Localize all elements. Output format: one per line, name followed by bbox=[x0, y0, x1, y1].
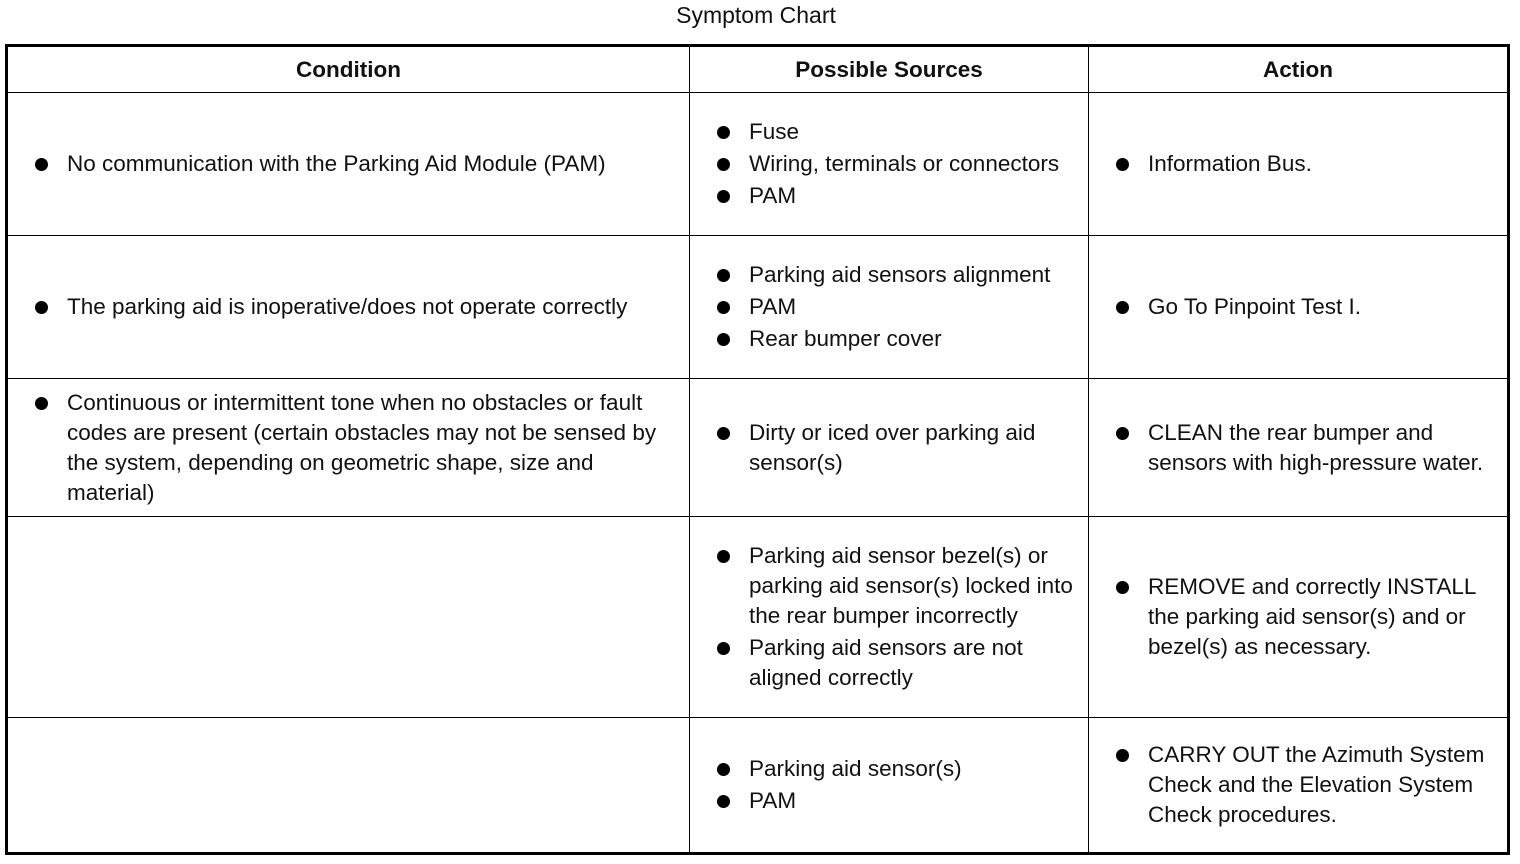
condition-cell bbox=[7, 517, 690, 718]
action-cell bbox=[1089, 718, 1509, 854]
condition-cell bbox=[7, 236, 690, 379]
bullet-icon bbox=[35, 397, 48, 410]
bullet-icon bbox=[717, 550, 730, 563]
list-item-text: Parking aid sensors alignment bbox=[749, 262, 1051, 287]
list-item-text: PAM bbox=[749, 183, 797, 208]
header-row bbox=[7, 46, 1509, 93]
list-item bbox=[1114, 572, 1499, 662]
possible-sources-cell bbox=[690, 718, 1089, 854]
bullet-list bbox=[715, 754, 1080, 816]
list-item-text: Information Bus. bbox=[1148, 151, 1312, 176]
list-item-text: PAM bbox=[749, 294, 797, 319]
condition-cell bbox=[7, 93, 690, 236]
header-action: Action bbox=[1089, 46, 1509, 93]
bullet-list bbox=[1114, 740, 1499, 830]
list-item-text: Go To Pinpoint Test I. bbox=[1148, 294, 1362, 319]
possible-sources-cell bbox=[690, 517, 1089, 718]
list-item bbox=[715, 786, 1080, 816]
possible-sources-cell bbox=[690, 93, 1089, 236]
list-item bbox=[715, 541, 1080, 631]
bullet-icon bbox=[717, 190, 730, 203]
bullet-icon bbox=[717, 126, 730, 139]
list-item bbox=[715, 181, 1080, 211]
list-item-text: Dirty or iced over parking aid sensor(s) bbox=[749, 419, 1036, 475]
action-cell bbox=[1089, 236, 1509, 379]
table-body bbox=[7, 93, 1509, 854]
bullet-icon bbox=[1116, 427, 1129, 440]
table-row bbox=[7, 718, 1509, 854]
list-item-text: PAM bbox=[749, 788, 797, 813]
list-item bbox=[1114, 149, 1499, 179]
table-row bbox=[7, 236, 1509, 379]
list-item bbox=[715, 324, 1080, 354]
possible-sources-cell bbox=[690, 379, 1089, 517]
list-item-text: REMOVE and correctly INSTALL the parking aid sensor(s) and or bezel(s) as necessary. bbox=[1148, 574, 1476, 659]
condition-cell bbox=[7, 379, 690, 517]
condition-cell bbox=[7, 718, 690, 854]
list-item-text: CLEAN the rear bumper and sensors with high-pressure water. bbox=[1148, 419, 1484, 475]
bullet-list bbox=[1114, 292, 1499, 322]
bullet-icon bbox=[1116, 301, 1129, 314]
page-title: Symptom Chart bbox=[676, 2, 836, 28]
list-item bbox=[1114, 740, 1499, 830]
list-item-text: Fuse bbox=[749, 119, 800, 144]
list-item-text: Rear bumper cover bbox=[749, 326, 942, 351]
bullet-list bbox=[1114, 418, 1499, 478]
bullet-icon bbox=[1116, 749, 1129, 762]
list-item bbox=[715, 292, 1080, 322]
bullet-list bbox=[1114, 572, 1499, 662]
bullet-list bbox=[1114, 149, 1499, 179]
list-item bbox=[1114, 418, 1499, 478]
list-item-text: Parking aid sensor(s) bbox=[749, 756, 962, 781]
list-item-text: Continuous or intermittent tone when no obstacles or fault codes are present (certain obstacles may not be sensed by the system, depending on geometric shape, size and material) bbox=[67, 389, 657, 505]
bullet-list bbox=[715, 260, 1080, 354]
bullet-icon bbox=[717, 795, 730, 808]
list-item-text: No communication with the Parking Aid Module (PAM) bbox=[67, 151, 606, 176]
possible-sources-cell bbox=[690, 236, 1089, 379]
header-possible-sources: Possible Sources bbox=[690, 46, 1089, 93]
action-cell bbox=[1089, 379, 1509, 517]
list-item bbox=[715, 117, 1080, 147]
list-item bbox=[715, 149, 1080, 179]
bullet-icon bbox=[717, 269, 730, 282]
bullet-icon bbox=[35, 301, 48, 314]
bullet-list bbox=[715, 117, 1080, 211]
bullet-list bbox=[33, 149, 681, 179]
bullet-list bbox=[715, 541, 1080, 693]
table-row bbox=[7, 93, 1509, 236]
bullet-list bbox=[33, 292, 681, 322]
list-item-text: Parking aid sensors are not aligned correctly bbox=[749, 635, 1023, 690]
bullet-list bbox=[33, 388, 681, 508]
bullet-icon bbox=[717, 763, 730, 776]
bullet-icon bbox=[717, 427, 730, 440]
list-item bbox=[1114, 292, 1499, 322]
list-item bbox=[33, 292, 681, 322]
list-item-text: Wiring, terminals or connectors bbox=[749, 151, 1060, 176]
symptom-table bbox=[5, 44, 1510, 855]
list-item-text: CARRY OUT the Azimuth System Check and the Elevation System Check procedures. bbox=[1148, 742, 1485, 827]
bullet-icon bbox=[717, 158, 730, 171]
list-item bbox=[715, 633, 1080, 693]
list-item bbox=[715, 418, 1080, 478]
bullet-list bbox=[715, 418, 1080, 478]
table-row bbox=[7, 379, 1509, 517]
bullet-icon bbox=[1116, 581, 1129, 594]
list-item bbox=[33, 149, 681, 179]
bullet-icon bbox=[717, 301, 730, 314]
list-item bbox=[715, 260, 1080, 290]
list-item bbox=[33, 388, 681, 508]
action-cell bbox=[1089, 517, 1509, 718]
list-item bbox=[715, 754, 1080, 784]
bullet-icon bbox=[1116, 158, 1129, 171]
bullet-icon bbox=[717, 642, 730, 655]
header-condition: Condition bbox=[7, 46, 690, 93]
table-row bbox=[7, 517, 1509, 718]
bullet-icon bbox=[35, 158, 48, 171]
bullet-icon bbox=[717, 333, 730, 346]
list-item-text: The parking aid is inoperative/does not operate correctly bbox=[67, 294, 628, 319]
action-cell bbox=[1089, 93, 1509, 236]
list-item-text: Parking aid sensor bezel(s) or parking aid sensor(s) locked into the rear bumper incorrectly bbox=[749, 543, 1073, 628]
